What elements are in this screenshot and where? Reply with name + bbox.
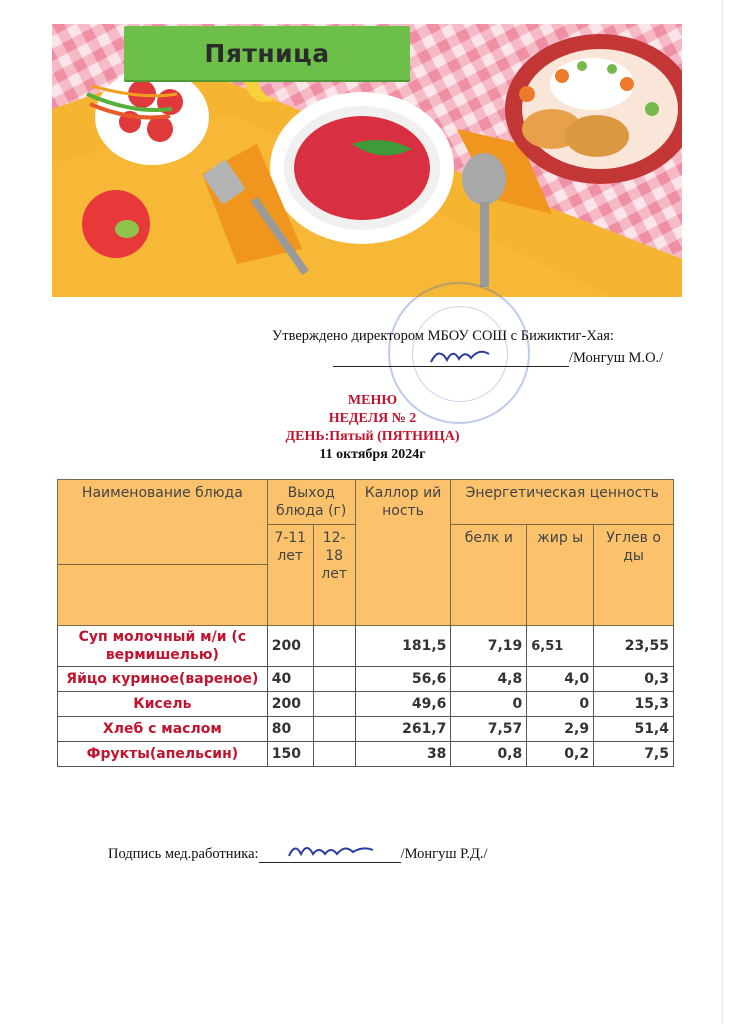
header-dish: Наименование блюда <box>58 480 268 565</box>
fats: 0,2 <box>527 742 594 767</box>
dish-name: Яйцо куриное(вареное) <box>58 667 268 692</box>
output-7-11: 200 <box>267 692 313 717</box>
table-row <box>58 667 674 692</box>
carbs: 7,5 <box>594 742 674 767</box>
header-carbs: Углев о ды <box>594 525 674 626</box>
table-row <box>58 626 674 667</box>
output-12-18 <box>313 717 355 742</box>
carbs: 0,3 <box>594 667 674 692</box>
table-row <box>58 692 674 717</box>
output-12-18 <box>313 742 355 767</box>
header-dish-spacer <box>58 565 268 626</box>
menu-title: МЕНЮ <box>347 393 398 408</box>
dish-name: Фрукты(апельсин) <box>58 742 268 767</box>
proteins: 7,57 <box>451 717 527 742</box>
menu-day: ДЕНЬ:Пятый (ПЯТНИЦА) <box>285 429 460 444</box>
dish-name: Кисель <box>58 692 268 717</box>
dish-name: Суп молочный м/и (с вермишелью) <box>58 626 268 667</box>
output-12-18 <box>313 667 355 692</box>
day-title-badge <box>124 26 410 80</box>
header-age-7-11: 7-11 лет <box>267 525 313 626</box>
signature-underline <box>259 848 401 863</box>
calories: 261,7 <box>355 717 451 742</box>
header-fats: жир ы <box>527 525 594 626</box>
tomato <box>82 190 150 258</box>
calories: 38 <box>355 742 451 767</box>
approval-line: Утверждено директором МБОУ СОШ с Бижиктиг-Хая: <box>272 328 614 344</box>
table-row <box>58 717 674 742</box>
director-signature <box>429 344 499 368</box>
header-output: Выход блюда (г) <box>267 480 355 525</box>
header-proteins: белк и <box>451 525 527 626</box>
page-edge <box>722 0 723 1024</box>
menu-table <box>57 479 674 767</box>
output-7-11: 200 <box>267 626 313 667</box>
director-signature-line <box>333 350 663 367</box>
spoon-icon <box>462 153 506 205</box>
medical-signature <box>287 838 377 862</box>
header-calories: Каллор ий ность <box>355 480 451 626</box>
calories: 181,5 <box>355 626 451 667</box>
calories: 56,6 <box>355 667 451 692</box>
fats: 4,0 <box>527 667 594 692</box>
carbs: 15,3 <box>594 692 674 717</box>
proteins: 0 <box>451 692 527 717</box>
output-7-11: 150 <box>267 742 313 767</box>
director-name: /Монгуш М.О./ <box>569 350 664 366</box>
menu-week: НЕДЕЛЯ № 2 <box>328 411 417 426</box>
output-7-11: 40 <box>267 667 313 692</box>
fats: 0 <box>527 692 594 717</box>
output-12-18 <box>313 692 355 717</box>
dish-name: Хлеб с маслом <box>58 717 268 742</box>
carbs: 23,55 <box>594 626 674 667</box>
day-title: Пятница <box>204 38 330 68</box>
menu-date: 11 октября 2024г <box>319 447 426 462</box>
table-row <box>58 742 674 767</box>
medical-worker-name: /Монгуш Р.Д./ <box>400 846 488 862</box>
output-7-11: 80 <box>267 717 313 742</box>
proteins: 4,8 <box>451 667 527 692</box>
fats: 2,9 <box>527 717 594 742</box>
header-age-12-18: 12-18 лет <box>313 525 355 626</box>
fats: 6,51 <box>527 626 594 667</box>
carbs: 51,4 <box>594 717 674 742</box>
medical-signature-label: Подпись мед.работника: <box>108 846 259 862</box>
medical-signature-line <box>108 846 488 863</box>
proteins: 7,19 <box>451 626 527 667</box>
calories: 49,6 <box>355 692 451 717</box>
signature-underline <box>333 352 569 367</box>
output-12-18 <box>313 626 355 667</box>
menu-header <box>0 392 745 464</box>
proteins: 0,8 <box>451 742 527 767</box>
header-energy: Энергетическая ценность <box>451 480 674 525</box>
